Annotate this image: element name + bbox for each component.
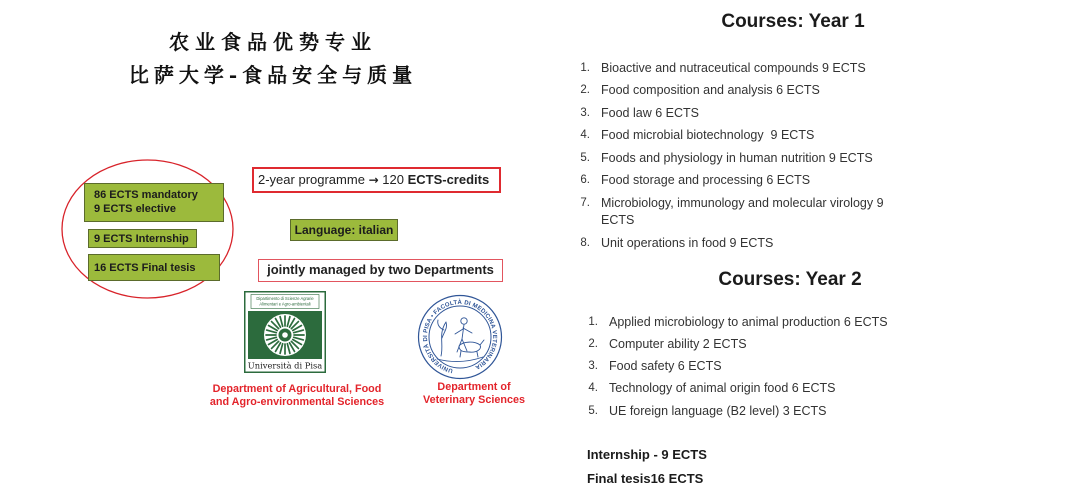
logo-footer: Università di Pisa bbox=[247, 360, 323, 371]
list-item bbox=[580, 60, 899, 77]
mandatory-elective-box bbox=[84, 183, 224, 222]
course-name: Food safety 6 ECTS bbox=[609, 359, 722, 373]
courses-year-2-heading: Courses: Year 2 bbox=[718, 269, 862, 290]
seal-ring-text: UNIVERSITÀ DI PISA • FACOLTÀ DI MEDICINA VETERINARIA bbox=[422, 299, 498, 374]
list-item bbox=[580, 105, 899, 122]
course-name: Food law 6 ECTS bbox=[601, 105, 699, 120]
final-thesis-credits: Final tesis16 ECTS bbox=[587, 470, 704, 486]
list-item bbox=[580, 235, 899, 252]
management-box: jointly managed by two Departments bbox=[258, 259, 503, 282]
credits-unit: ECTS-credits bbox=[407, 172, 490, 187]
veterinary-faculty-seal bbox=[417, 294, 503, 380]
internship-credits: Internship - 9 ECTS bbox=[587, 446, 707, 462]
course-name: Applied microbiology to animal production 6 ECTS bbox=[609, 314, 888, 329]
arrow-right-icon: → bbox=[368, 173, 379, 187]
course-name: Unit operations in food 9 ECTS bbox=[601, 235, 774, 250]
elective-ects: 9 ECTS elective bbox=[94, 203, 176, 215]
department-veterinary-label bbox=[414, 381, 534, 407]
courses-year-1-list bbox=[580, 60, 899, 258]
list-number: 3. bbox=[580, 106, 590, 119]
list-number: 4. bbox=[580, 129, 590, 142]
course-name: UE foreign language (B2 level) 3 ECTS bbox=[609, 403, 827, 418]
programme-duration: 2-year programme bbox=[258, 172, 365, 187]
department-veterinary-line-1: Department of bbox=[437, 381, 511, 393]
mandatory-ects: 86 ECTS mandatory bbox=[94, 189, 198, 201]
list-item bbox=[588, 380, 909, 397]
chinese-title-line-1: 农业食品优势专业 bbox=[169, 30, 377, 54]
courses-year-2-list bbox=[588, 314, 909, 425]
chinese-title-line-2: 比萨大学-食品安全与质量 bbox=[128, 63, 418, 87]
logo-header-line-1: Dipartimento di Scienze Agrarie bbox=[256, 296, 314, 302]
list-number: 3. bbox=[588, 360, 598, 372]
list-item bbox=[588, 358, 909, 375]
course-name: Microbiology, immunology and molecular virology 9 ECTS bbox=[601, 196, 888, 228]
list-item bbox=[588, 403, 909, 420]
university-of-pisa-logo bbox=[244, 291, 326, 373]
list-number: 4. bbox=[588, 382, 598, 395]
department-agricultural-line-1: Department of Agricultural, Food bbox=[212, 383, 382, 395]
programme-box bbox=[252, 167, 501, 193]
list-item bbox=[580, 150, 899, 167]
logo-header-line-2: Alimentari e Agro-ambientali bbox=[259, 301, 311, 307]
list-number: 2. bbox=[580, 84, 590, 97]
list-number: 5. bbox=[588, 404, 598, 417]
list-number: 1. bbox=[588, 315, 598, 328]
list-item bbox=[588, 314, 909, 331]
courses-year-1-heading: Courses: Year 1 bbox=[721, 11, 865, 32]
course-name: Technology of animal origin food 6 ECTS bbox=[609, 381, 836, 396]
list-number: 7. bbox=[580, 197, 590, 210]
list-number: 8. bbox=[580, 236, 590, 249]
list-item bbox=[580, 82, 899, 99]
credits-number: 120 bbox=[382, 172, 404, 187]
course-name: Food microbial biotechnology 9 ECTS bbox=[601, 128, 815, 143]
course-name: Food composition and analysis 6 ECTS bbox=[601, 83, 820, 98]
final-thesis-ects-box: 16 ECTS Final tesis bbox=[88, 254, 220, 281]
department-agricultural-line-2: and Agro-environmental Sciences bbox=[209, 396, 385, 408]
list-number: 2. bbox=[588, 337, 598, 350]
course-name: Foods and physiology in human nutrition 9 ECTS bbox=[601, 150, 873, 165]
list-item bbox=[580, 172, 899, 189]
department-veterinary-line-2: Veterinary Sciences bbox=[422, 394, 526, 406]
list-item bbox=[580, 127, 899, 144]
department-agricultural-label bbox=[197, 383, 397, 409]
course-name: Food storage and processing 6 ECTS bbox=[601, 173, 811, 188]
list-number: 5. bbox=[580, 151, 590, 164]
course-name: Bioactive and nutraceutical compounds 9 ECTS bbox=[601, 60, 866, 75]
list-number: 6. bbox=[580, 174, 590, 187]
list-item bbox=[588, 336, 909, 353]
language-box: Language: italian bbox=[290, 219, 398, 241]
list-number: 1. bbox=[580, 61, 590, 74]
course-name: Computer ability 2 ECTS bbox=[609, 336, 747, 351]
internship-ects-box: 9 ECTS Internship bbox=[88, 229, 197, 248]
list-item bbox=[580, 195, 899, 229]
